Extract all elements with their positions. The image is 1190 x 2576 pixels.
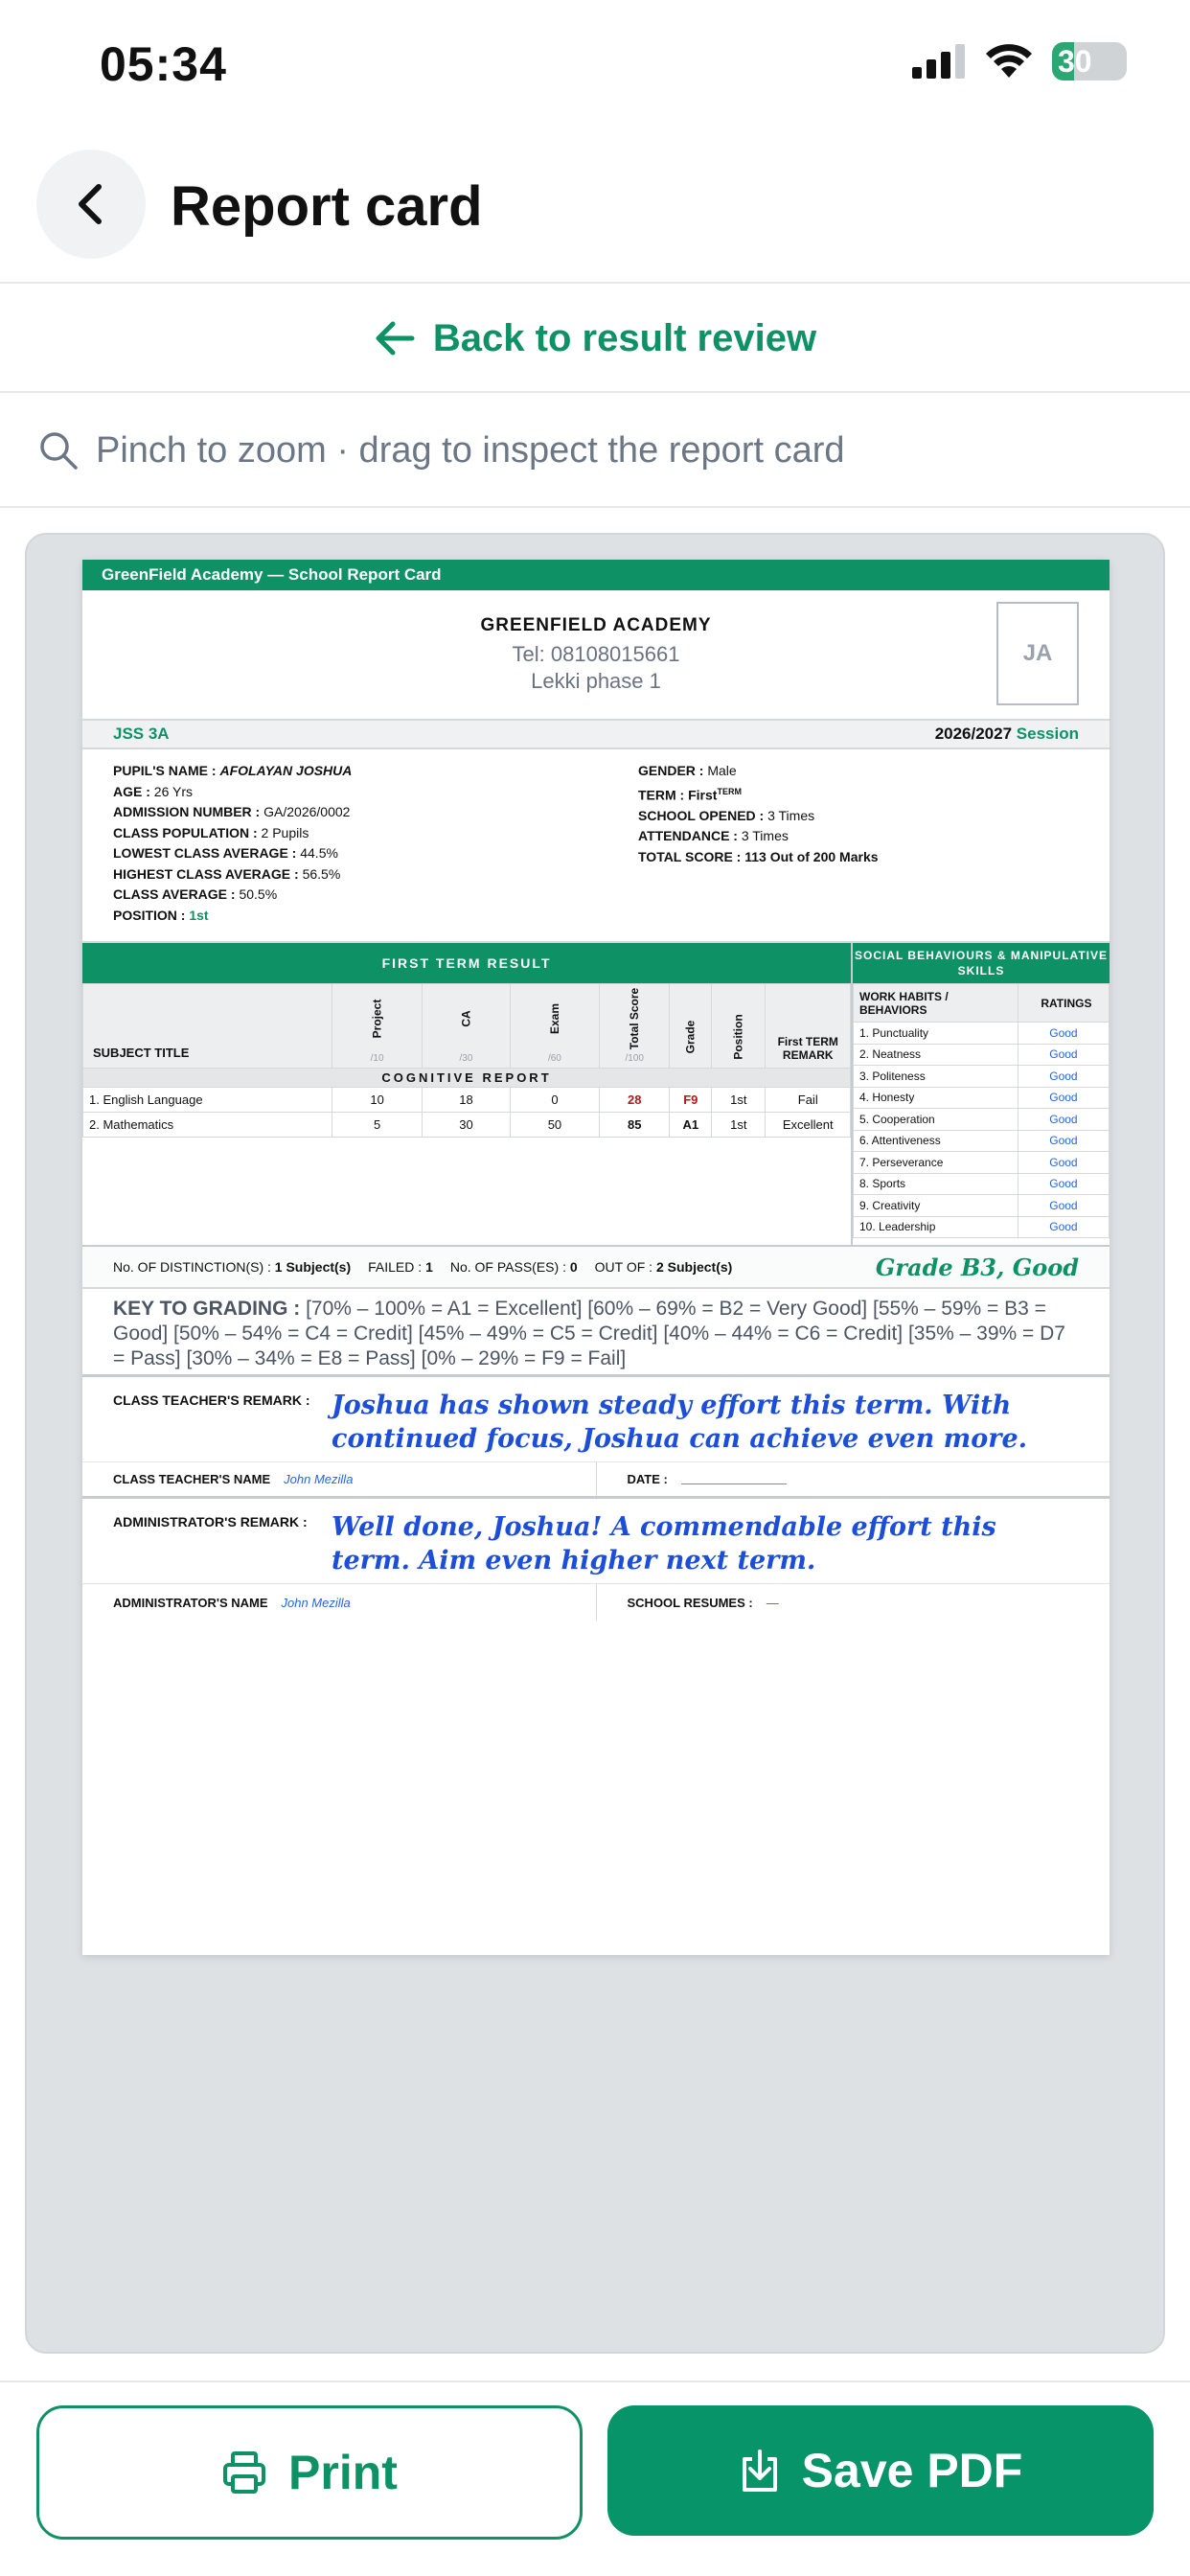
report-card-top-bar: GreenField Academy — School Report Card xyxy=(82,560,1110,590)
info-line: SCHOOL OPENED : 3 Times xyxy=(638,807,815,823)
zoom-hint xyxy=(0,395,1190,508)
print-button[interactable] xyxy=(36,2405,583,2540)
date-label: DATE : xyxy=(627,1472,668,1486)
info-line: AGE : 26 Yrs xyxy=(113,783,193,799)
result-table xyxy=(82,983,851,1138)
list-item: 4. Honesty Good xyxy=(854,1087,1110,1109)
battery-level: 30 xyxy=(1058,43,1092,79)
app-header xyxy=(0,134,1190,284)
teacher-remark xyxy=(82,1377,1110,1462)
zoom-hint-text: Pinch to zoom · drag to inspect the report card xyxy=(96,429,845,471)
save-pdf-button[interactable] xyxy=(607,2405,1154,2536)
battery-icon xyxy=(1052,42,1127,80)
info-line: ATTENDANCE : 3 Times xyxy=(638,828,789,844)
behaviour-table-area xyxy=(851,943,1110,1245)
info-line: POSITION : 1st xyxy=(113,907,209,923)
wifi-icon xyxy=(985,43,1033,80)
back-link-label: Back to result review xyxy=(432,316,817,359)
behaviour-title: SOCIAL BEHAVIOURS & MANIPULATIVE SKILLS xyxy=(853,943,1110,983)
date-line xyxy=(681,1475,787,1484)
list-item: 9. Creativity Good xyxy=(854,1195,1110,1217)
behaviour-col-rating: RATINGS xyxy=(1018,984,1109,1023)
pass-count: No. OF PASS(ES) : 0 xyxy=(449,1259,578,1275)
list-item: 3. Politeness Good xyxy=(854,1066,1110,1088)
session-value: 2026/2027 xyxy=(934,724,1013,743)
back-button[interactable] xyxy=(36,150,146,259)
info-line: GENDER : Male xyxy=(638,763,737,778)
table-row: 2. Mathematics 5 30 50 85 A1 1st Excellent xyxy=(83,1113,851,1138)
signal-icon xyxy=(912,44,966,79)
list-item: 7. Perseverance Good xyxy=(854,1152,1110,1174)
report-card-viewer[interactable] xyxy=(25,533,1165,2354)
report-card-document xyxy=(82,560,1110,1955)
class-name: JSS 3A xyxy=(113,724,170,743)
page-title: Report card xyxy=(171,175,483,238)
info-line: HIGHEST CLASS AVERAGE : 56.5% xyxy=(113,865,341,882)
col-total: Total Score /100 xyxy=(599,984,669,1069)
class-session-bar xyxy=(82,719,1110,749)
status-bar xyxy=(0,0,1190,125)
teacher-remark-label: CLASS TEACHER'S REMARK : xyxy=(113,1392,310,1408)
result-title: FIRST TERM RESULT xyxy=(82,943,851,983)
school-address: Lekki phase 1 xyxy=(531,669,661,693)
bottom-action-bar xyxy=(0,2380,1190,2576)
result-summary xyxy=(82,1245,1110,1289)
col-grade: Grade xyxy=(670,984,712,1069)
list-item: 1. Punctuality Good xyxy=(854,1023,1110,1045)
admin-remark-label: ADMINISTRATOR'S REMARK : xyxy=(113,1514,308,1530)
pupil-info-right xyxy=(554,761,1079,941)
info-line: CLASS POPULATION : 2 Pupils xyxy=(113,824,309,840)
info-line: ADMISSION NUMBER : GA/2026/0002 xyxy=(113,804,351,819)
save-pdf-label: Save PDF xyxy=(801,2444,1023,2497)
pupil-photo-placeholder: JA xyxy=(996,602,1079,705)
behaviour-table xyxy=(853,983,1110,1238)
print-label: Print xyxy=(288,2446,398,2499)
col-remark: First TERM REMARK xyxy=(766,984,851,1069)
pupil-info xyxy=(82,749,1110,941)
failed-count: FAILED : 1 xyxy=(368,1259,433,1275)
table-row: 1. English Language 10 18 0 28 F9 1st Fail xyxy=(83,1088,851,1113)
list-item: 6. Attentiveness Good xyxy=(854,1130,1110,1152)
info-line: PUPIL'S NAME : AFOLAYAN JOSHUA xyxy=(113,763,353,778)
col-subject: SUBJECT TITLE xyxy=(83,984,332,1069)
admin-name-row xyxy=(82,1584,1110,1621)
col-ca: CA /30 xyxy=(423,984,511,1069)
list-item: 10. Leadership Good xyxy=(854,1216,1110,1238)
session xyxy=(935,724,1079,744)
teacher-name-label: CLASS TEACHER'S NAME xyxy=(113,1472,271,1486)
back-to-result-review-link[interactable] xyxy=(0,286,1190,393)
result-section xyxy=(82,941,1110,1245)
printer-icon xyxy=(221,2450,267,2496)
admin-remark xyxy=(82,1499,1110,1584)
school-name: GREENFIELD ACADEMY xyxy=(480,615,712,635)
list-item: 5. Cooperation Good xyxy=(854,1109,1110,1131)
info-line: CLASS AVERAGE : 50.5% xyxy=(113,886,278,902)
result-table-area xyxy=(82,943,851,1245)
col-position: Position xyxy=(712,984,766,1069)
school-tel: Tel: 08108015661 xyxy=(512,642,680,666)
col-project: Project /10 xyxy=(332,984,423,1069)
blank-area xyxy=(82,1138,851,1245)
grading-key: KEY TO GRADING : [70% – 100% = A1 = Excellent] [60% – 69% = B2 = Very Good] [55% – 59% = B3 = Good] [50% – 54% = C4 = Credit] [45% – 49% = C5 = Credit] [40% – 44% = C6 = Credit] [35% – 39% = D7 = Pass] [30% – 34% = E8 = Pass] [0% – 29% = F9 = Fail] xyxy=(82,1289,1110,1377)
status-icons xyxy=(912,42,1127,80)
status-time: 05:34 xyxy=(100,37,227,91)
col-exam: Exam /60 xyxy=(510,984,599,1069)
chevron-left-icon xyxy=(72,181,110,227)
info-line: TOTAL SCORE : 113 Out of 200 Marks xyxy=(638,848,879,864)
search-icon xyxy=(38,430,79,471)
resumes-label: SCHOOL RESUMES : xyxy=(627,1595,753,1610)
admin-name-label: ADMINISTRATOR'S NAME xyxy=(113,1595,268,1610)
admin-name: John Mezilla xyxy=(281,1595,351,1610)
resumes-value: — xyxy=(766,1595,779,1610)
teacher-remark-text: Joshua has shown steady effort this term. With continued focus, Joshua can achieve even more. xyxy=(332,1391,1028,1454)
teacher-name: John Mezilla xyxy=(284,1472,354,1486)
behaviour-col-habit: WORK HABITS / BEHAVIORS xyxy=(854,984,1018,1023)
school-block xyxy=(82,590,1110,719)
list-item: 8. Sports Good xyxy=(854,1173,1110,1195)
download-icon xyxy=(739,2448,781,2494)
arrow-left-icon xyxy=(374,319,416,357)
info-line: TERM : First$^{TERM}$ xyxy=(638,786,742,803)
pupil-info-left xyxy=(113,761,554,941)
teacher-name-row xyxy=(82,1462,1110,1499)
session-label: Session xyxy=(1016,724,1079,743)
info-line: LOWEST CLASS AVERAGE : 44.5% xyxy=(113,845,338,861)
distinction-count: No. OF DISTINCTION(S) : 1 Subject(s) xyxy=(113,1259,352,1275)
overall-grade: Grade B3, Good xyxy=(875,1253,1079,1281)
admin-remark-text: Well done, Joshua! A commendable effort this term. Aim even higher next term. xyxy=(332,1512,996,1576)
list-item: 2. Neatness Good xyxy=(854,1044,1110,1066)
cognitive-report-label: COGNITIVE REPORT xyxy=(83,1069,851,1088)
out-of-count: OUT OF : 2 Subject(s) xyxy=(594,1259,733,1275)
